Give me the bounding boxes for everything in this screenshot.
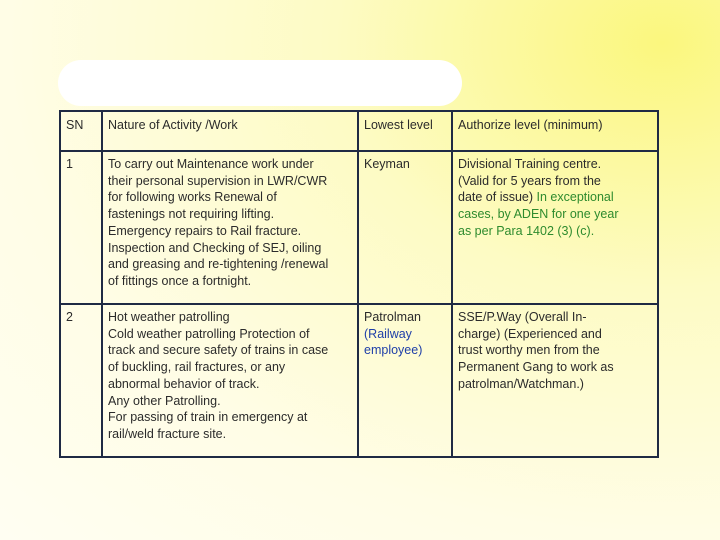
header-authorize-level: Authorize level (minimum) bbox=[452, 111, 658, 151]
exception-line: cases, by ADEN for one year bbox=[458, 207, 619, 222]
authorize-line: trust worthy men from the bbox=[458, 343, 600, 358]
table-row bbox=[60, 304, 658, 457]
header-activity: Nature of Activity /Work bbox=[102, 111, 358, 151]
authorize-line bbox=[458, 189, 653, 206]
cell-activity bbox=[102, 304, 358, 457]
cell-authorize-level bbox=[452, 304, 658, 457]
activity-line: rail/weld fracture site. bbox=[108, 426, 227, 441]
activity-line: Any other Patrolling. bbox=[108, 393, 221, 408]
lowest-note-line: (Railway bbox=[364, 326, 412, 341]
activity-line: Cold weather patrolling Protection of bbox=[108, 326, 310, 341]
activity-line: fastenings not requiring lifting. bbox=[108, 207, 275, 222]
cell-sn: 1 bbox=[60, 151, 102, 304]
authorize-line: charge) (Experienced and bbox=[458, 326, 602, 341]
cell-lowest-level bbox=[358, 304, 452, 457]
authorize-line: SSE/P.Way (Overall In- bbox=[458, 310, 587, 324]
cell-sn: 2 bbox=[60, 304, 102, 457]
header-lowest-level: Lowest level bbox=[358, 111, 452, 151]
authorize-line: Divisional Training centre. bbox=[458, 157, 602, 171]
activity-line: abnormal behavior of track. bbox=[108, 376, 260, 391]
table-row bbox=[60, 151, 658, 304]
lowest-note-line: employee) bbox=[364, 343, 423, 358]
activity-line: for following works Renewal of bbox=[108, 190, 277, 205]
exception-line: as per Para 1402 (3) (c). bbox=[458, 223, 595, 238]
activity-line: their personal supervision in LWR/CWR bbox=[108, 173, 328, 188]
activity-line: track and secure safety of trains in case bbox=[108, 343, 329, 358]
activity-line: To carry out Maintenance work under bbox=[108, 157, 314, 171]
table-header-row bbox=[60, 111, 658, 151]
cell-activity bbox=[102, 151, 358, 304]
activity-authorization-table bbox=[59, 110, 659, 458]
header-sn: SN bbox=[60, 111, 102, 151]
activity-line: of buckling, rail fractures, or any bbox=[108, 360, 286, 375]
lowest-line: Keyman bbox=[364, 157, 410, 171]
activity-line: For passing of train in emergency at bbox=[108, 410, 308, 425]
lowest-line: Patrolman bbox=[364, 310, 421, 324]
authorize-text: date of issue) bbox=[458, 190, 534, 205]
cell-authorize-level bbox=[452, 151, 658, 304]
activity-line: and greasing and re-tightening /renewal bbox=[108, 257, 329, 272]
activity-line: of fittings once a fortnight. bbox=[108, 273, 252, 288]
authorize-line: (Valid for 5 years from the bbox=[458, 173, 601, 188]
activity-line: Hot weather patrolling bbox=[108, 310, 230, 324]
authorize-line: Permanent Gang to work as bbox=[458, 360, 614, 375]
title-placeholder bbox=[58, 60, 462, 106]
activity-line: Emergency repairs to Rail fracture. bbox=[108, 223, 302, 238]
exception-text: In exceptional bbox=[533, 190, 614, 205]
authorize-line: patrolman/Watchman.) bbox=[458, 376, 584, 391]
activity-line: Inspection and Checking of SEJ, oiling bbox=[108, 240, 322, 255]
cell-lowest-level bbox=[358, 151, 452, 304]
